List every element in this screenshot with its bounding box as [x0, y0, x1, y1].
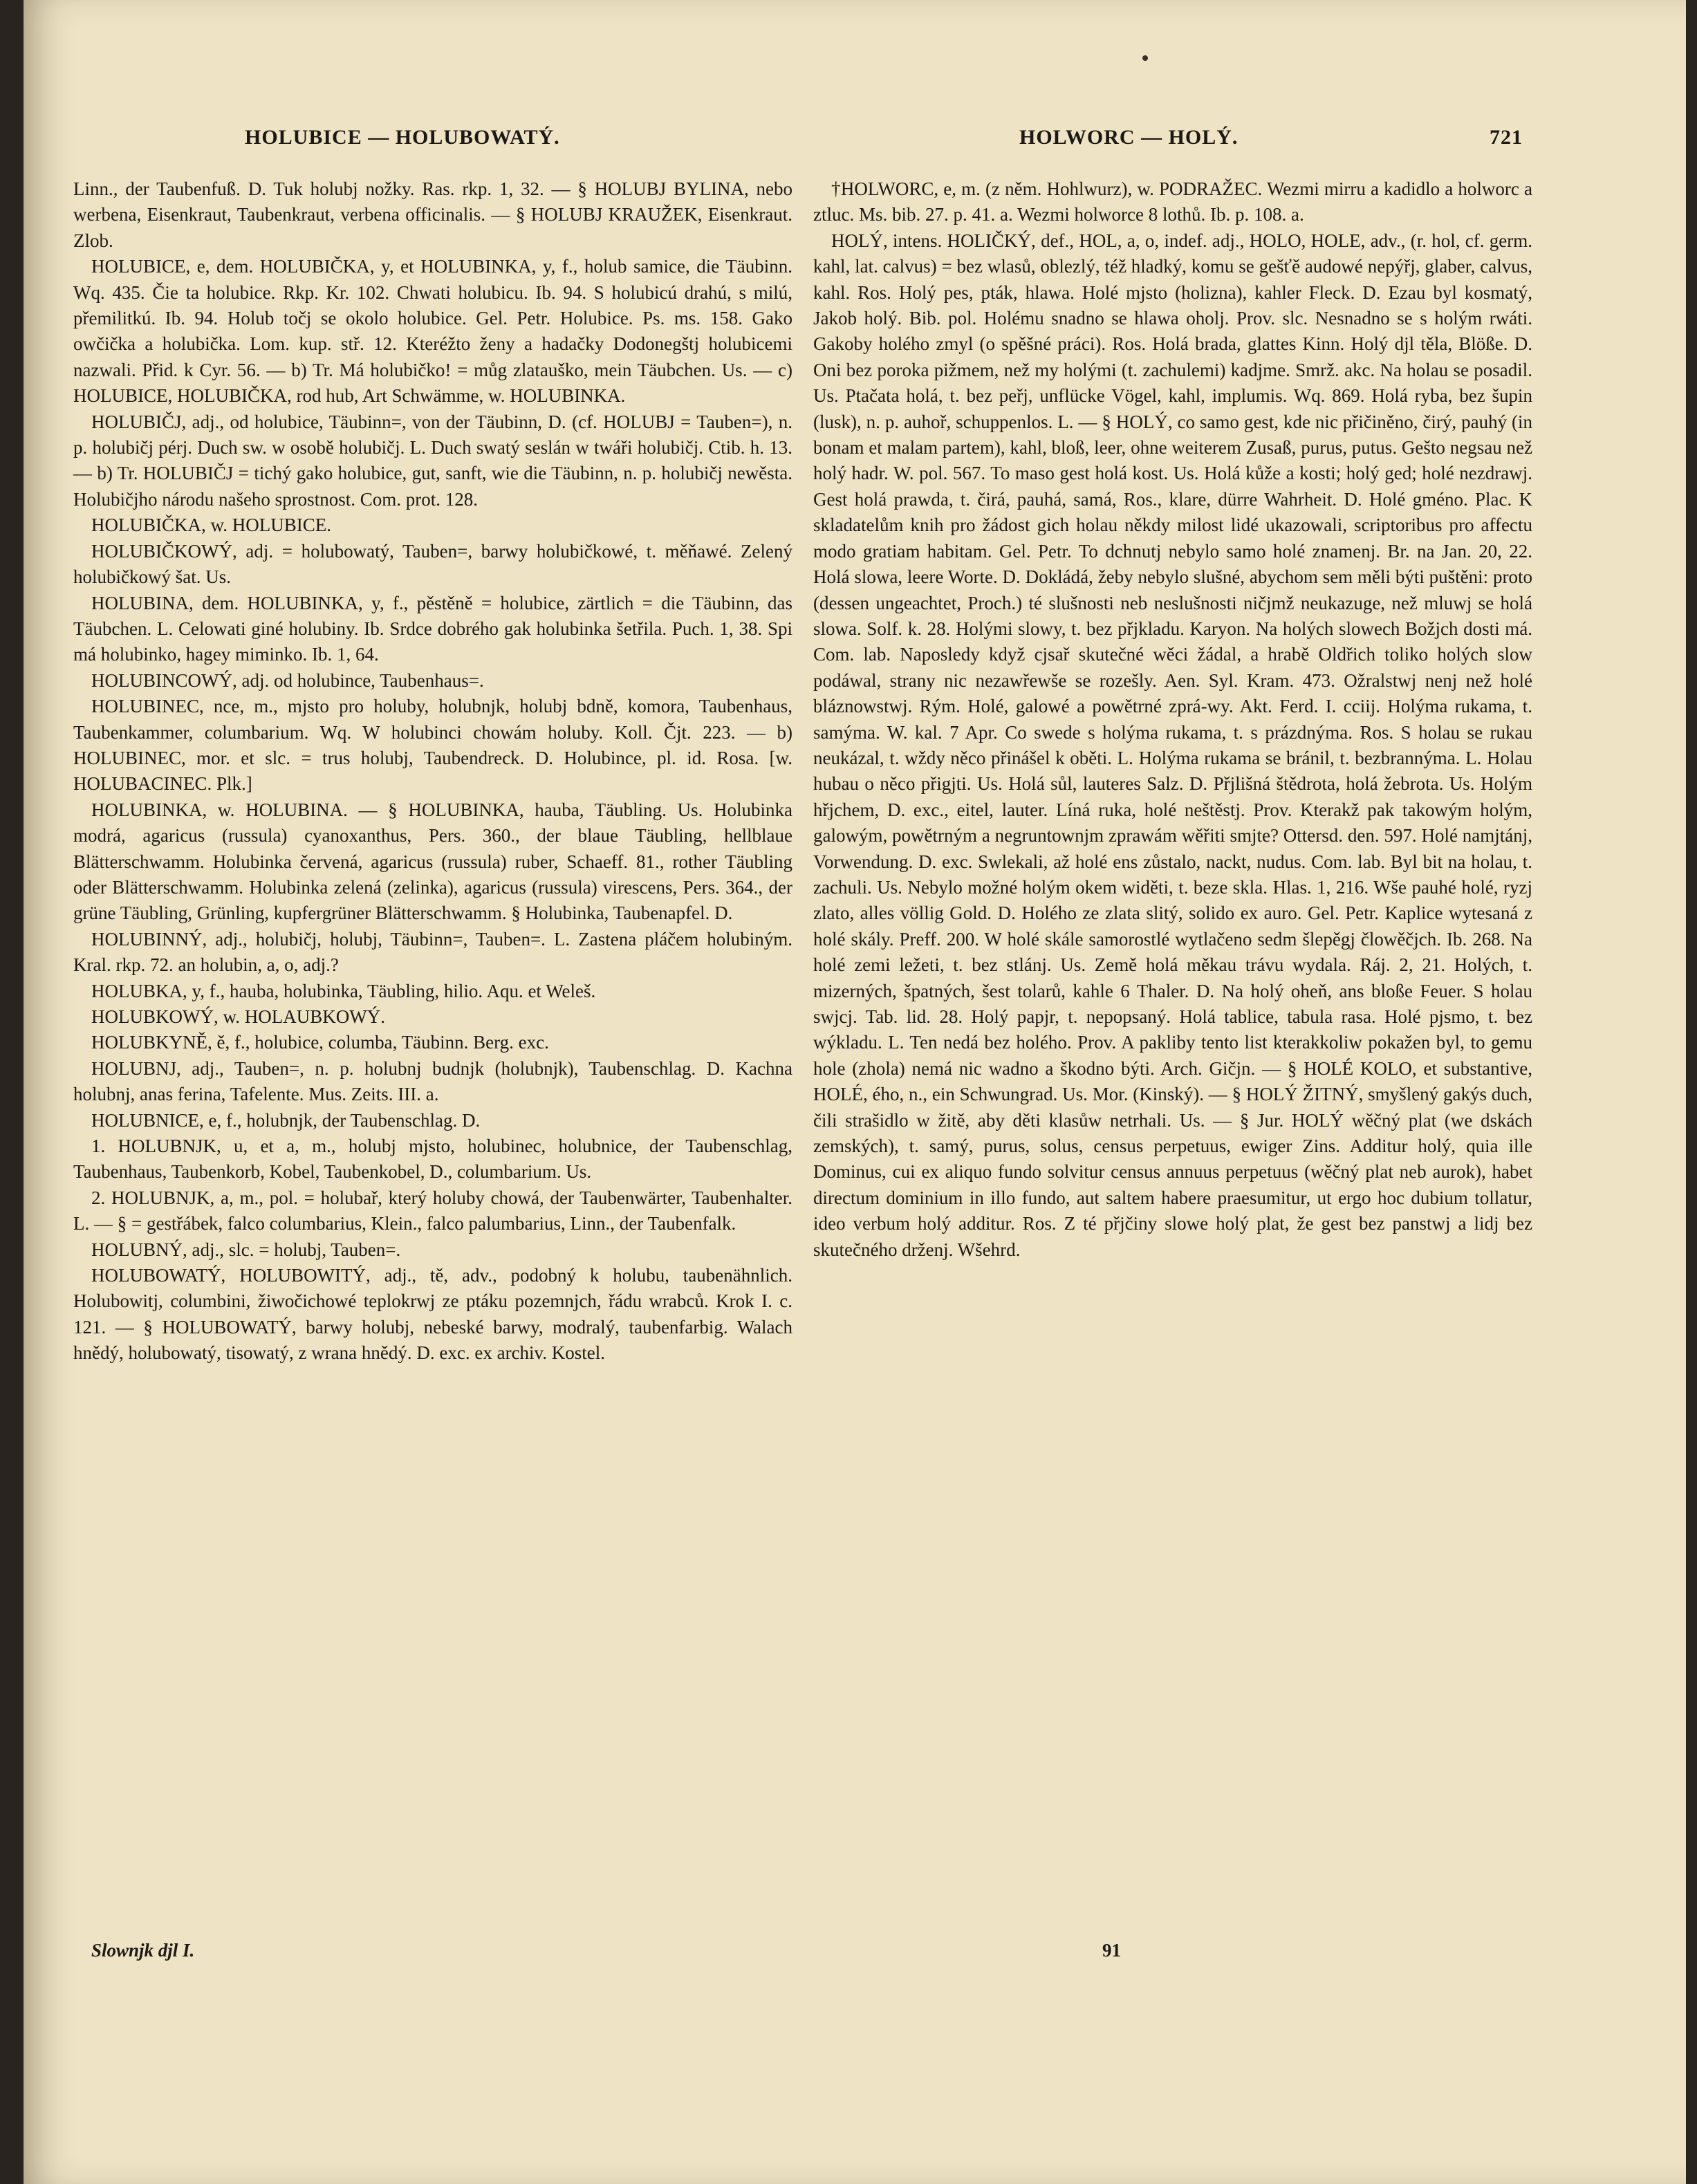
dictionary-entry: HOLUBICE, e, dem. HOLUBIČKA, y, et HOLUBINKA, y, f., holub samice, die Täubinn. Wq. 435. Čie ta holubice. Rkp. Kr. 102. Chwati holubicu. Ib. 94. S holubicú drahú, s milú, přemilitkú. Ib. 94. Holub točj se okolo holubice. Gel. Petr. Holubice. Ps. ms. 158. Gako owčička a holubička. Lom. kup. stř. 12. Kteréžto ženy a hadačky Dodonegštj holubicemi nazwali. Přid. k Cyr. 56. — b) Tr. Má holubičko! = můg zlatauško, mein Täubchen. Us. — c) HOLUBICE, HOLUBIČKA, rod hub, Art Schwämme, w. HOLUBINKA. — [73, 256, 792, 407]
dictionary-entry: HOLUBNÝ, adj., slc. = holubj, Tauben=. — [91, 1239, 401, 1260]
dictionary-entry: HOLUBNICE, e, f., holubnjk, der Taubenschlag. D. — [91, 1109, 481, 1131]
dictionary-entry: HOLUBKA, y, f., hauba, holubinka, Täubling, hilio. Aqu. et Weleš. — [91, 980, 596, 1001]
dictionary-entry: 1. HOLUBNJK, u, et a, m., holubj mjsto, holubinec, holubnice, der Taubenschlag, Taubenhaus, Taubenkorb, Kobel, Taubenkobel, D., columbarium. Us. — [73, 1136, 792, 1183]
dictionary-entry: Linn., der Taubenfuß. D. Tuk holubj nožky. Ras. rkp. 1, 32. — § HOLUBJ BYLINA, nebo werbena, Eisenkraut, Taubenkraut, verbena officinalis. — § HOLUBJ KRAUŽEK, Eisenkraut. Zlob. — [73, 178, 792, 251]
header-left: HOLUBICE — HOLUBOWATÝ. — [245, 126, 560, 149]
left-column — [73, 176, 792, 1367]
ink-speck — [1142, 55, 1148, 61]
dictionary-entry: HOLÝ, intens. HOLIČKÝ, def., HOL, a, o, indef. adj., HOLO, HOLE, adv., (r. hol, cf. germ. kahl, lat. calvus) = bez wlasů, oblezlý, též hladký, komu se gešťě audowé nepýřj, glaber, calvus, kahl. Ros. Holý pes, pták, hlawa. Holé mjsto (holizna), kahler Fleck. D. Ezau byl kosmatý, Jakob holý. Bib. pol. Holému snadno se hlawa oholj. Prov. slc. Nesnadno se s holým rwáti. Gakoby holého zmyl (o spěšné práci). Ros. Holá brada, glattes Kinn. Holý djl těla, Blöße. D. Oni bez poroka pižmem, než my holými (t. zachulemi) kadjme. Smrž. akc. Na holau se posadil. Us. Ptačata holá, t. bez peřj, unflücke Vögel, kahl, implumis. Wq. 869. Holá ryba, bez šupin (lusk), n. p. auhoř, schuppenlos. L. — § HOLÝ, co samo gest, kde nic přičiněno, čirý, pauhý (in bonam et malam partem), kahl, bloß, leer, ohne weiterem Zusaß, purus, putus. Gešto negsau než holý hadr. W. pol. 567. To maso gest holá kost. Us. Holá kůže a kosti; holý ged; holé nezdrawj. Gest holá prawda, t. čirá, pauhá, samá, Ros., klare, dürre Wahrheit. D. Holé gméno. Plac. K skladatelům knih pro žádost gich holau někdy milost lidé ukazowali, scriptoribus pro affectu modo gratiam habitam. Gel. Petr. To dchnutj nebylo samo holé znamenj. Br. na Jan. 20, 22. Holá slowa, leere Worte. D. Dokládá, žeby nebylo slušné, abychom sem měli býti puštěni: proto (dessen ungeachtet, Proch.) té slušnosti neb neslušnosti ničjmž neukazuge, než mluwj se holá slowa. Solf. k. 28. Holými slowy, t. bez přjkladu. Karyon. Na holých slowech Božjch dosti má. Com. lab. Naposledy když cjsař skutečné wěci žádal, a hrabě Oldřich toliko holých slow podáwal, strany nic nezawřewše se rozešly. Aen. Syl. Kram. 473. Ožralstwj nenj než holé bláznowstwj. Rým. Holé, galowé a powětrné zprá-wy. Akt. Ferd. I. cciij. Holýma rukama, t. samýma. W. kal. 7 Apr. Co swede s holýma rukama, t. s prázdnýma. Ros. S holau se rukau neukázal, t. wždy něco přinášel k oběti. L. Holýma rukama se bránil, t. bezbrannýma. L. Holau hubau o něco přigjti. Us. Holá sůl, lauteres Salz. D. Přjlišná štědrota, holá žebrota. Us. Holým hřjchem, D. exc., eitel, lauter. Líná ruka, holé neštěstj. Prov. Kterakž pak takowým holým, galowým, powětrným a negruntownjm zprawám wěřiti smjte? Ottersd. den. 597. Holé namjtánj, Vorwendung. D. exc. Swlekali, až holé ens zůstalo, nackt, nudus. Com. lab. Byl bit na holau, t. zachuli. Us. Nebylo možné holým okem widěti, t. beze skla. Hlas. 1, 216. Wše pauhé holé, ryzj zlato, alles völlig Gold. D. Holého ze zlata slitý, solido ex auro. Gel. Petr. Kaplice wytesaná z holé skály. Preff. 200. W holé skále samorostlé wytlačeno sedm šlepěgj člowěčjch. Ib. 268. Na holé zemi ležeti, t. bez stlánj. Us. Země holá měkau trávu wydala. Ráj. 2, 21. Holých, t. mizerných, špatných, šest tolarů, kahle 6 Thaler. D. Na holý oheň, ans bloße Feuer. S holau swjcj. Tab. lid. 28. Holý papjr, t. nepopsaný. Holá tablice, tabula rasa. Holé pjsmo, t. bez wýkladu. L. Ten nedá bez holého. Prov. A pakliby tento list kterakkoliw pokažen byl, to gemu hole (zhola) nemá nic wadno a škodno býti. Arch. Gičjn. — § HOLÉ KOLO, et substantive, HOLÉ, ého, n., ein Schwungrad. Us. Mor. (Kinský). — § HOLÝ ŽITNÝ, smyšlený gakýs duch, čili strašidlo w žitě, aby děti klasůw netrhali. Us. — § Jur. HOLÝ wěčný plat (we dskách zemských), t. samý, purus, solus, census perpetuus, ewiger Zins. Additur holý, quia ille Dominus, cui ex aliquo fundo solvitur census annuus perpetuus (wěčný plat neb aurok), habet directum dominium in illo fundo, aut saltem habere praesumitur, ut ergo hoc dubium tollatur, ideo verbum holý additur. Ros. Z té přjčiny slowe holý plat, že gest bez panstwj a lidj bez skutečného drženj. Wšehrd. — [813, 230, 1532, 1260]
page-number: 721 — [1490, 126, 1523, 149]
dictionary-entry: HOLUBKOWÝ, w. HOLAUBKOWÝ. — [91, 1006, 385, 1027]
dictionary-entry: HOLUBOWATÝ, HOLUBOWITÝ, adj., tě, adv., podobný k holubu, taubenähnlich. Holubowitj, columbini, žiwočichowé teplokrwj ze ptáku pozemnjch, řádu wrabců. Krok I. c. 121. — § HOLUBOWATÝ, barwy holubj, nebeské barwy, modralý, taubenfarbig. Walach hnědý, holubowatý, tisowatý, z wrana hnědý. D. exc. ex archiv. Kostel. — [73, 1265, 792, 1364]
dictionary-page — [24, 0, 1686, 2184]
dictionary-entry: HOLUBINCOWÝ, adj. od holubince, Taubenhaus=. — [91, 669, 484, 691]
dictionary-entry: HOLUBNJ, adj., Tauben=, n. p. holubnj budnjk (holubnjk), Taubenschlag. D. Kachna holubnj, anas ferina, Tafelente. Mus. Zeits. III. a. — [73, 1057, 792, 1105]
footer-volume: Slownjk djl I. — [91, 1940, 195, 1961]
dictionary-entry: HOLUBKYNĚ, ě, f., holubice, columba, Täubinn. Berg. exc. — [91, 1032, 549, 1053]
header-right: HOLWORC — HOLÝ. — [1019, 126, 1239, 149]
running-header — [24, 126, 1686, 154]
dictionary-entry: HOLUBIČKA, w. HOLUBICE. — [91, 515, 331, 536]
dictionary-entry: HOLUBINKA, w. HOLUBINA. — § HOLUBINKA, hauba, Täubling. Us. Holubinka modrá, agaricus (russula) cyanoxanthus, Pers. 360., der blaue Täubling, hellblaue Blätterschwamm. Holubinka červená, agaricus (russula) ruber, Schaeff. 81., rother Täubling oder Blätterschwamm. Holubinka zelená (zelinka), agaricus (russula) virescens, Pers. 364., der grüne Täubling, Grünling, kupfergrüner Blätterschwamm. § Holubinka, Taubenapfel. D. — [73, 799, 792, 924]
dictionary-entry: HOLUBIČKOWÝ, adj. = holubowatý, Tauben=, barwy holubičkowé, t. měňawé. Zelený holubičkowý šat. Us. — [73, 540, 792, 588]
footer-signature: 91 — [1102, 1940, 1121, 1961]
right-column — [813, 176, 1532, 1263]
dictionary-entry: 2. HOLUBNJK, a, m., pol. = holubař, který holuby chowá, der Taubenwärter, Taubenhalter. L. — § = gestřábek, falco columbarius, Klein., falco palumbarius, Linn., der Taubenfalk. — [73, 1187, 792, 1234]
dictionary-entry: HOLUBINEC, nce, m., mjsto pro holuby, holubnjk, holubj bdně, komora, Taubenhaus, Taubenkammer, columbarium. Wq. W holubinci chowám holuby. Koll. Čjt. 223. — b) HOLUBINEC, mor. et slc. = trus holubj, Taubendreck. D. Holubince, pl. id. Rosa. [w. HOLUBACINEC. Plk.] — [73, 696, 792, 795]
dictionary-entry: HOLUBINNÝ, adj., holubičj, holubj, Täubinn=, Tauben=. L. Zastena pláčem holubiným. Kral. rkp. 72. an holubin, a, o, adj.? — [73, 928, 792, 976]
dictionary-entry: HOLUBIČJ, adj., od holubice, Täubinn=, von der Täubinn, D. (cf. HOLUBJ = Tauben=), n. p. holubičj pérj. Duch sw. w osobě holubičj. L. Duch swatý seslán w twáři holubičj. Ctib. h. 13. — b) Tr. HOLUBIČJ = tichý gako holubice, gut, sanft, wie die Täubinn, n. p. holubičj newěsta. Holubičjho národu našeho sprostnost. Com. prot. 128. — [73, 411, 792, 510]
dictionary-entry: †HOLWORC, e, m. (z něm. Hohlwurz), w. PODRAŽEC. Wezmi mirru a kadidlo a holworc a ztluc. Ms. bib. 27. p. 41. a. Wezmi holworce 8 lothů. Ib. p. 108. a. — [813, 178, 1532, 225]
dictionary-entry: HOLUBINA, dem. HOLUBINKA, y, f., pěstěně = holubice, zärtlich = die Täubinn, das Täubchen. L. Celowati giné holubiny. Ib. Srdce dobrého gak holubinka šetřila. Puch. 1, 38. Spi má holubinko, hagey miminko. Ib. 1, 64. — [73, 592, 792, 665]
